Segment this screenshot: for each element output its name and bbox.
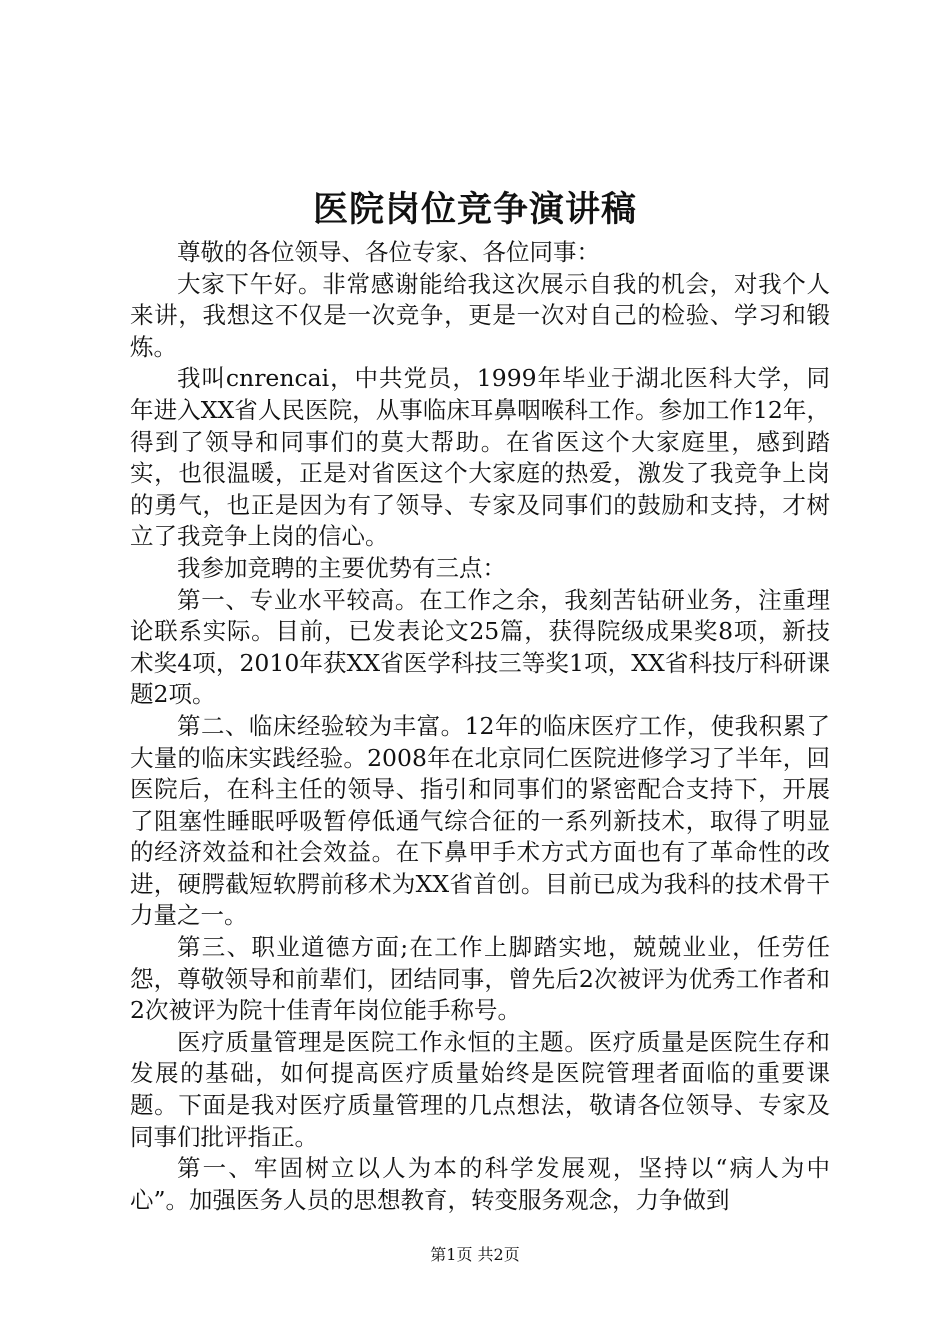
paragraph-quality-management: 医疗质量管理是医院工作永恒的主题。医疗质量是医院生存和发展的基础，如何提高医疗质量始终是医院管理者面临的重要课题。下面是我对医疗质量管理的几点想法，敬请各位领导、专家及同事们批评指正。	[130, 1027, 830, 1151]
paragraph-advantage-3: 第三、职业道德方面;在工作上脚踏实地，兢兢业业，任劳任怨，尊敬领导和前辈们，团结同事，曾先后2次被评为优秀工作者和2次被评为院十佳青年岗位能手称号。	[130, 933, 830, 1025]
paragraph-salutation: 尊敬的各位领导、各位专家、各位同事：	[177, 238, 600, 266]
document-body	[130, 237, 830, 1216]
paragraph-advantages-intro: 我参加竞聘的主要优势有三点：	[177, 553, 506, 582]
paragraph-advantage-1: 第一、专业水平较高。在工作之余，我刻苦钻研业务，注重理论联系实际。目前，已发表论文25篇，获得院级成果奖8项，新技术奖4项，2010年获XX省医学科技三等奖1项，XX省科技厅科研课题2项。	[130, 585, 830, 709]
paragraph-idea-1: 第一、牢固树立以人为本的科学发展观，坚持以“病人为中心”。加强医务人员的思想教育，转变服务观念，力争做到	[130, 1154, 830, 1214]
paragraph-greeting: 大家下午好。非常感谢能给我这次展示自我的机会，对我个人来讲，我想这不仅是一次竞争，更是一次对自己的检验、学习和锻炼。	[130, 269, 830, 361]
document-title: 医院岗位竞争演讲稿	[312, 189, 637, 230]
paragraph-self-introduction: 我叫cnrencai，中共党员，1999年毕业于湖北医科大学，同年进入XX省人民医院，从事临床耳鼻咽喉科工作。参加工作12年，得到了领导和同事们的莫大帮助。在省医这个大家庭里，感到踏实，也很温暖，正是对省医这个大家庭的热爱，激发了我竞争上岗的勇气，也正是因为有了领导、专家及同事们的鼓励和支持，才树立了我竞争上岗的信心。	[130, 364, 830, 551]
paragraph-advantage-2: 第二、临床经验较为丰富。12年的临床医疗工作，使我积累了大量的临床实践经验。2008年在北京同仁医院进修学习了半年，回医院后，在科主任的领导、指引和同事们的紧密配合支持下，开展了阻塞性睡眠呼吸暂停低通气综合征的一系列新技术，取得了明显的经济效益和社会效益。在下鼻甲手术方式方面也有了革命性的改进，硬腭截短软腭前移术为XX省首创。目前已成为我科的技术骨干力量之一。	[130, 711, 830, 930]
page-number-footer: 第1页 共2页	[430, 1245, 520, 1264]
